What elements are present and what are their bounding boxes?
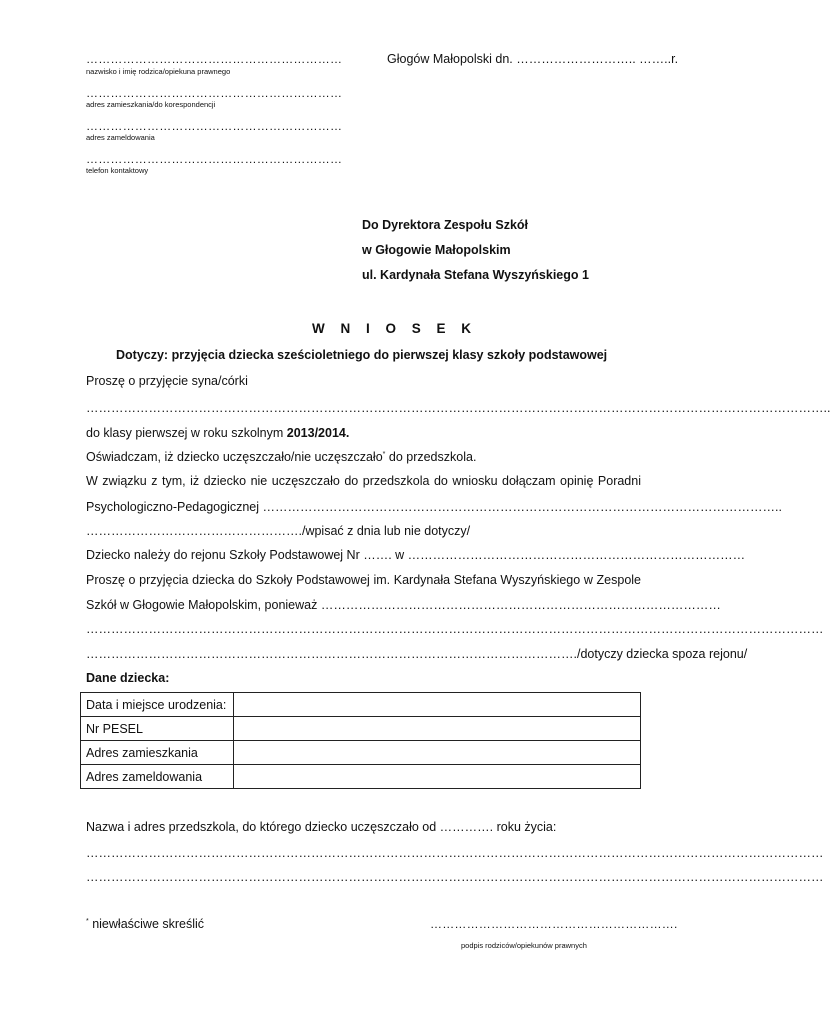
sender-phone-caption: telefon kontaktowy: [86, 166, 149, 175]
table-row: [81, 717, 641, 741]
reason-line-4[interactable]: ………………………………………………………………………………………………………./dotyczy dziecka spoza rejonu/: [86, 647, 748, 661]
child-name-line[interactable]: ……………………………………………………………………………………………………………………………………………………………..: [86, 401, 830, 415]
footnote: [86, 917, 204, 931]
attach-line-1: W związku z tym, iż dziecko nie uczęszczało do przedszkola do wniosku dołączam opinię Poradni: [86, 474, 641, 488]
sender-registered-line[interactable]: ………………………………………………………: [86, 119, 343, 133]
sender-name-caption: nazwisko i imię rodzica/opiekuna prawnego: [86, 67, 231, 76]
child-data-table: [80, 692, 641, 789]
declaration-line: [86, 450, 476, 464]
kindergarten-line-2[interactable]: ……………………………………………………………………………………………………………………………………………………………: [86, 870, 824, 884]
school-year: 2013/2014.: [286, 426, 350, 440]
row-value-registered[interactable]: [234, 765, 641, 789]
kindergarten-line-1[interactable]: ……………………………………………………………………………………………………………………………………………………………: [86, 846, 824, 860]
class-year-line: [86, 426, 349, 440]
addressee-line-3: ul. Kardynała Stefana Wyszyńskiego 1: [362, 268, 589, 282]
sender-name-line[interactable]: ………………………………………………………: [86, 52, 343, 66]
sender-address-line[interactable]: ………………………………………………………: [86, 86, 343, 100]
table-row: [81, 693, 641, 717]
sender-address-caption: adres zamieszkania/do korespondencji: [86, 100, 216, 109]
attach-line-3[interactable]: ……………………………………………./wpisać z dnia lub nie dotyczy/: [86, 524, 471, 538]
addressee-line-2: w Głogowie Małopolskim: [362, 243, 511, 257]
attach-line-2[interactable]: Psychologiczno-Pedagogicznej ……………………………………………………………………………………………………………..: [86, 500, 782, 514]
footnote-text: niewłaściwe skreślić: [88, 917, 205, 931]
declaration-footnote-mark: *: [382, 450, 386, 458]
reason-line-2[interactable]: Szkół w Głogowie Małopolskim, ponieważ ……………………………………………………………………………………: [86, 598, 721, 612]
reason-line-3[interactable]: ……………………………………………………………………………………………………………………………………………………………: [86, 622, 824, 636]
class-year-prefix: do klasy pierwszej w roku szkolnym: [86, 426, 287, 440]
row-value-residence[interactable]: [234, 741, 641, 765]
sender-registered-caption: adres zameldowania: [86, 133, 155, 142]
kindergarten-question: Nazwa i adres przedszkola, do którego dziecko uczęszczało od …………. roku życia:: [86, 820, 557, 834]
child-data-heading: Dane dziecka:: [86, 671, 170, 685]
row-value-pesel[interactable]: [234, 717, 641, 741]
sender-phone-line[interactable]: ………………………………………………………: [86, 152, 343, 166]
document-subject: Dotyczy: przyjęcia dziecka sześcioletniego do pierwszej klasy szkoły podstawowej: [116, 348, 608, 362]
declaration-prefix: Oświadczam, iż dziecko uczęszczało/nie uczęszczało: [86, 450, 383, 464]
reason-line-1: Proszę o przyjęcia dziecka do Szkoły Podstawowej im. Kardynała Stefana Wyszyńskiego w Zespole: [86, 573, 641, 587]
row-value-birth[interactable]: [234, 693, 641, 717]
row-label-registered: Adres zameldowania: [81, 765, 234, 789]
district-line[interactable]: Dziecko należy do rejonu Szkoły Podstawowej Nr ……. w ………………………………………………………………………: [86, 548, 746, 562]
declaration-suffix: do przedszkola.: [385, 450, 477, 464]
request-line: Proszę o przyjęcie syna/córki: [86, 374, 248, 388]
table-row: [81, 741, 641, 765]
table-row: [81, 765, 641, 789]
document-title: W N I O S E K: [312, 321, 478, 336]
addressee-line-1: Do Dyrektora Zespołu Szkół: [362, 218, 529, 232]
row-label-pesel: Nr PESEL: [81, 717, 234, 741]
row-label-birth: Data i miejsce urodzenia:: [81, 693, 234, 717]
signature-line[interactable]: …………………………………………………….: [430, 917, 678, 931]
signature-caption: podpis rodziców/opiekunów prawnych: [461, 941, 587, 950]
place-date[interactable]: Głogów Małopolski dn. ……………………….. ……..r.: [387, 52, 679, 66]
footnote-mark: *: [86, 917, 89, 925]
row-label-residence: Adres zamieszkania: [81, 741, 234, 765]
